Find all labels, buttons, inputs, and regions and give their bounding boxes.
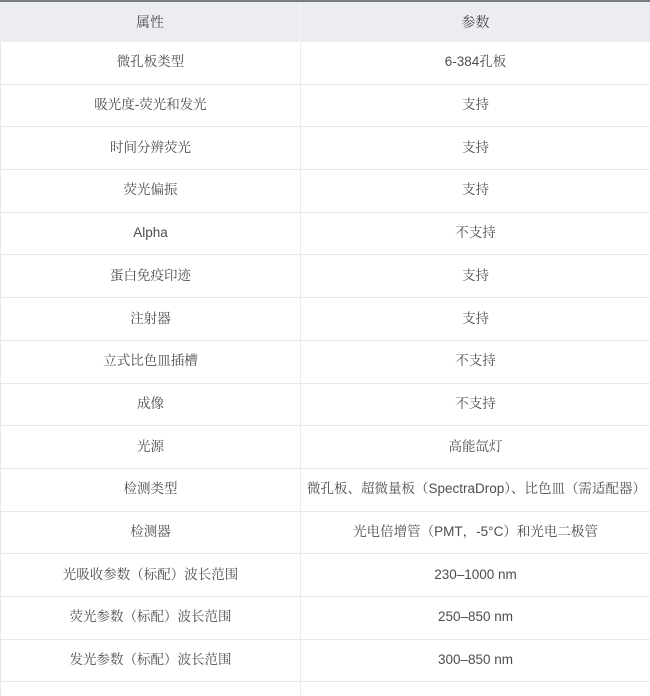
value-cell: 高能氙灯 [300,426,650,468]
value-cell: 支持 [300,170,650,212]
property-cell: Alpha [133,225,168,241]
value-cell: 300–850 nm [300,640,650,682]
column-header-parameter: 参数 [300,2,650,42]
column-header-property: 属性 [136,14,164,30]
property-cell: 立式比色皿插槽 [103,353,198,369]
property-cell: 蛋白免疫印迹 [110,267,191,283]
table-row [1,213,650,256]
value-cell: 光电倍增管（PMT，-5°C）和光电二极管 [300,512,650,554]
table-row [1,85,650,128]
table-row-partial [1,682,650,696]
value-cell: 不支持 [300,213,650,255]
property-cell: 吸光度-荧光和发光 [94,97,207,113]
property-cell: 检测类型 [123,481,178,497]
property-cell: 成像 [137,395,164,411]
table-row [1,298,650,341]
property-cell: 时间分辨荧光 [110,139,191,155]
table-header [0,2,650,42]
table-row [1,512,650,555]
value-cell: 支持 [300,298,650,340]
table-body [0,42,650,696]
value-cell: 支持 [300,127,650,169]
value-cell: 微孔板、超微量板（SpectraDrop）、比色皿（需适配器） [300,469,650,511]
property-cell: 注射器 [130,310,171,326]
property-cell: 荧光偏振 [123,182,178,198]
property-cell: 荧光参数（标配）波长范围 [69,609,232,625]
table-row [1,640,650,683]
table-row [1,341,650,384]
table-row [1,170,650,213]
table-row [1,42,650,85]
property-cell: 光源 [137,438,164,454]
value-cell: 6-384孔板 [300,42,650,84]
value-cell [300,682,650,696]
property-cell: 微孔板类型 [116,54,185,70]
value-cell: 不支持 [300,341,650,383]
value-cell: 支持 [300,85,650,127]
table-row [1,554,650,597]
table-row [1,597,650,640]
value-cell: 250–850 nm [300,597,650,639]
table-row [1,426,650,469]
property-cell: 光吸收参数（标配）波长范围 [62,566,239,582]
table-row [1,469,650,512]
property-cell: 检测器 [130,523,171,539]
value-cell: 230–1000 nm [300,554,650,596]
table-row [1,384,650,427]
property-cell: 发光参数（标配）波长范围 [69,652,232,668]
value-cell: 不支持 [300,384,650,426]
property-cell [1,682,300,696]
value-cell: 支持 [300,255,650,297]
table-row [1,255,650,298]
table-row [1,127,650,170]
